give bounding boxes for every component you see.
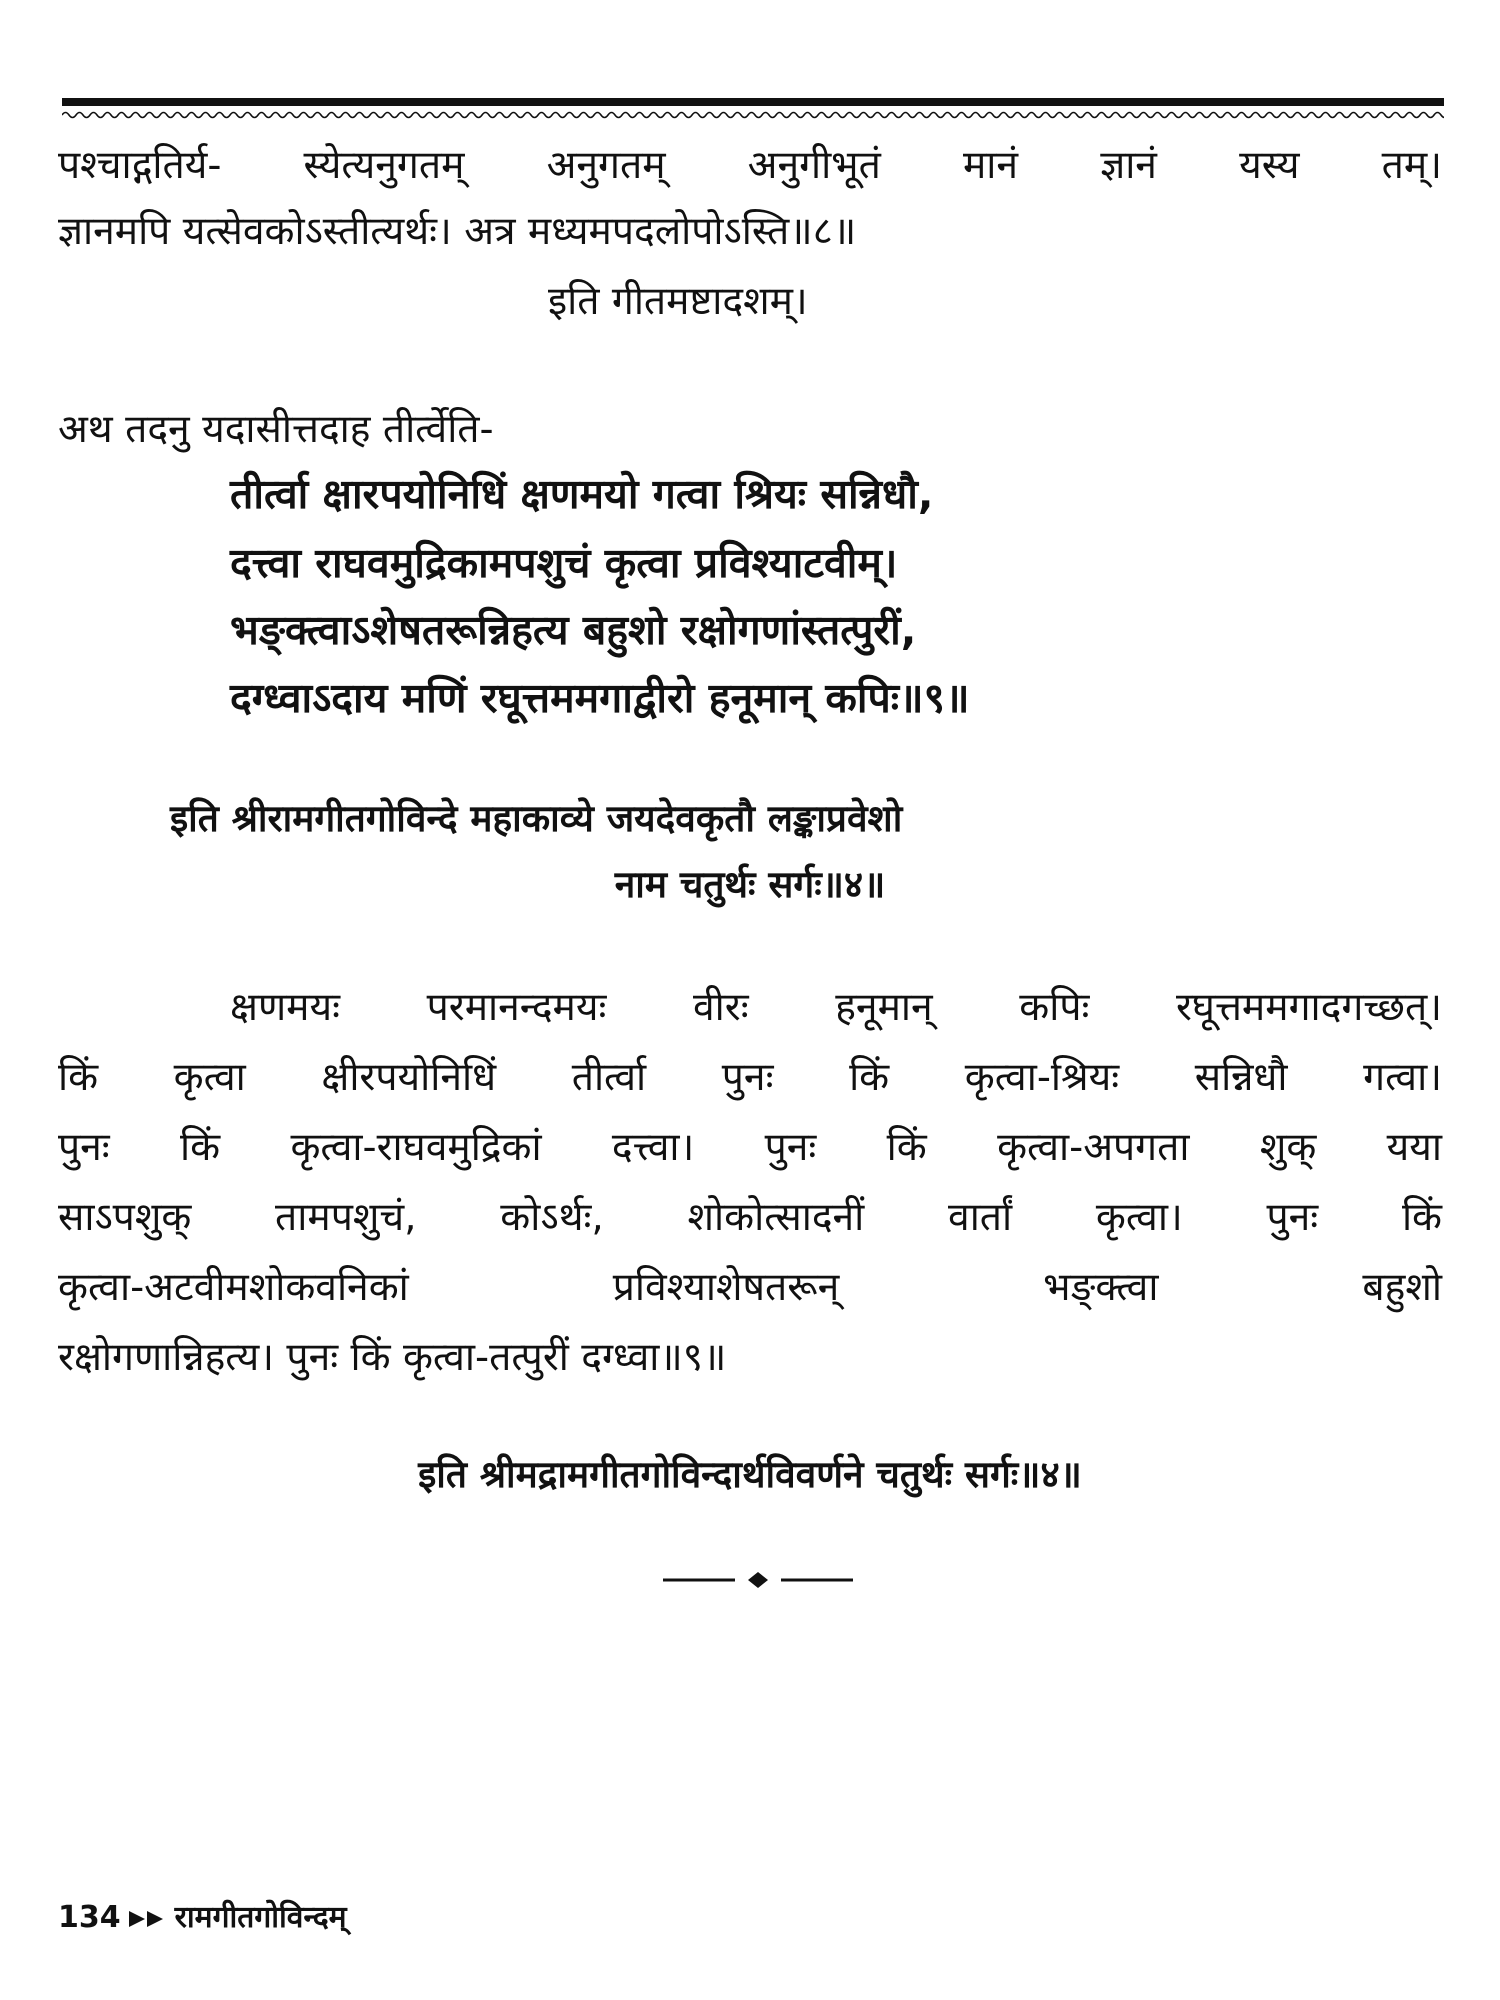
verse-intro: अथ तदनु यदासीत्तदाह तीर्त्वेति- (58, 407, 494, 452)
canto-colophon-line-2: नाम चतुर्थः सर्गः॥४॥ (614, 863, 886, 906)
book-title: रामगीतगोविन्दम् (174, 1900, 347, 1935)
song-end-note: इति गीतमष्टादशम्। (548, 279, 808, 324)
commentary-line-6: रक्षोगणान्निहत्य। पुनः किं कृत्वा-तत्पुरीं दग्ध्वा॥९॥ (58, 1335, 727, 1380)
commentary-line-2: किं कृत्वा क्षीरपयोनिधिं तीर्त्वा पुनः किं कृत्वा-श्रियः सन्निधौ गत्वा। (58, 1055, 1442, 1100)
section-end-ornament (663, 1570, 853, 1590)
commentary-line-1: क्षणमयः परमानन्दमयः वीरः हनूमान् कपिः रघूत्तममगादगच्छत्। (230, 985, 1442, 1030)
verse-line-2: दत्त्वा राघवमुद्रिकामपशुचं कृत्वा प्रविश्याटवीम्। (230, 539, 898, 587)
commentary-top-line-1: पश्चाद्गतिर्य- स्येत्यनुगतम् अनुगतम् अनुगीभूतं मानं ज्ञानं यस्य तम्। (58, 143, 1442, 188)
page-number: 134 (58, 1900, 121, 1935)
commentary-line-5: कृत्वा-अटवीमशोकवनिकां प्रविश्याशेषतरून् भङ्क्त्वा बहुशो (58, 1265, 1442, 1310)
verse-line-3: भङ्क्त्वाऽशेषतरून्निहत्य बहुशो रक्षोगणांस्तत्पुरीं, (230, 606, 917, 654)
canto-colophon-line-1: इति श्रीरामगीतगोविन्दे महाकाव्ये जयदेवकृतौ लङ्काप्रवेशो (170, 797, 903, 840)
commentary-top-line-2: ज्ञानमपि यत्सेवकोऽस्तीत्यर्थः। अत्र मध्यमपदलोपोऽस्ति॥८॥ (58, 209, 857, 254)
page-footer (58, 1900, 347, 1935)
header-rule (62, 98, 1444, 106)
double-arrow-icon (125, 1908, 169, 1930)
commentary-colophon: इति श्रीमद्रामगीतगोविन्दार्थविवर्णने चतुर्थः सर्गः॥४॥ (418, 1453, 1082, 1496)
commentary-line-3: पुनः किं कृत्वा-राघवमुद्रिकां दत्त्वा। पुनः किं कृत्वा-अपगता शुक् यया (58, 1125, 1442, 1170)
header-wave-ornament (62, 108, 1444, 122)
verse-line-4: दग्ध्वाऽदाय मणिं रघूत्तममगाद्वीरो हनूमान् कपिः॥९॥ (230, 674, 970, 722)
commentary-line-4: साऽपशुक् तामपशुचं, कोऽर्थः, शोकोत्सादनीं वार्तां कृत्वा। पुनः किं (58, 1195, 1442, 1240)
verse-line-1: तीर्त्वा क्षारपयोनिधिं क्षणमयो गत्वा श्रियः सन्निधौ, (230, 470, 934, 518)
